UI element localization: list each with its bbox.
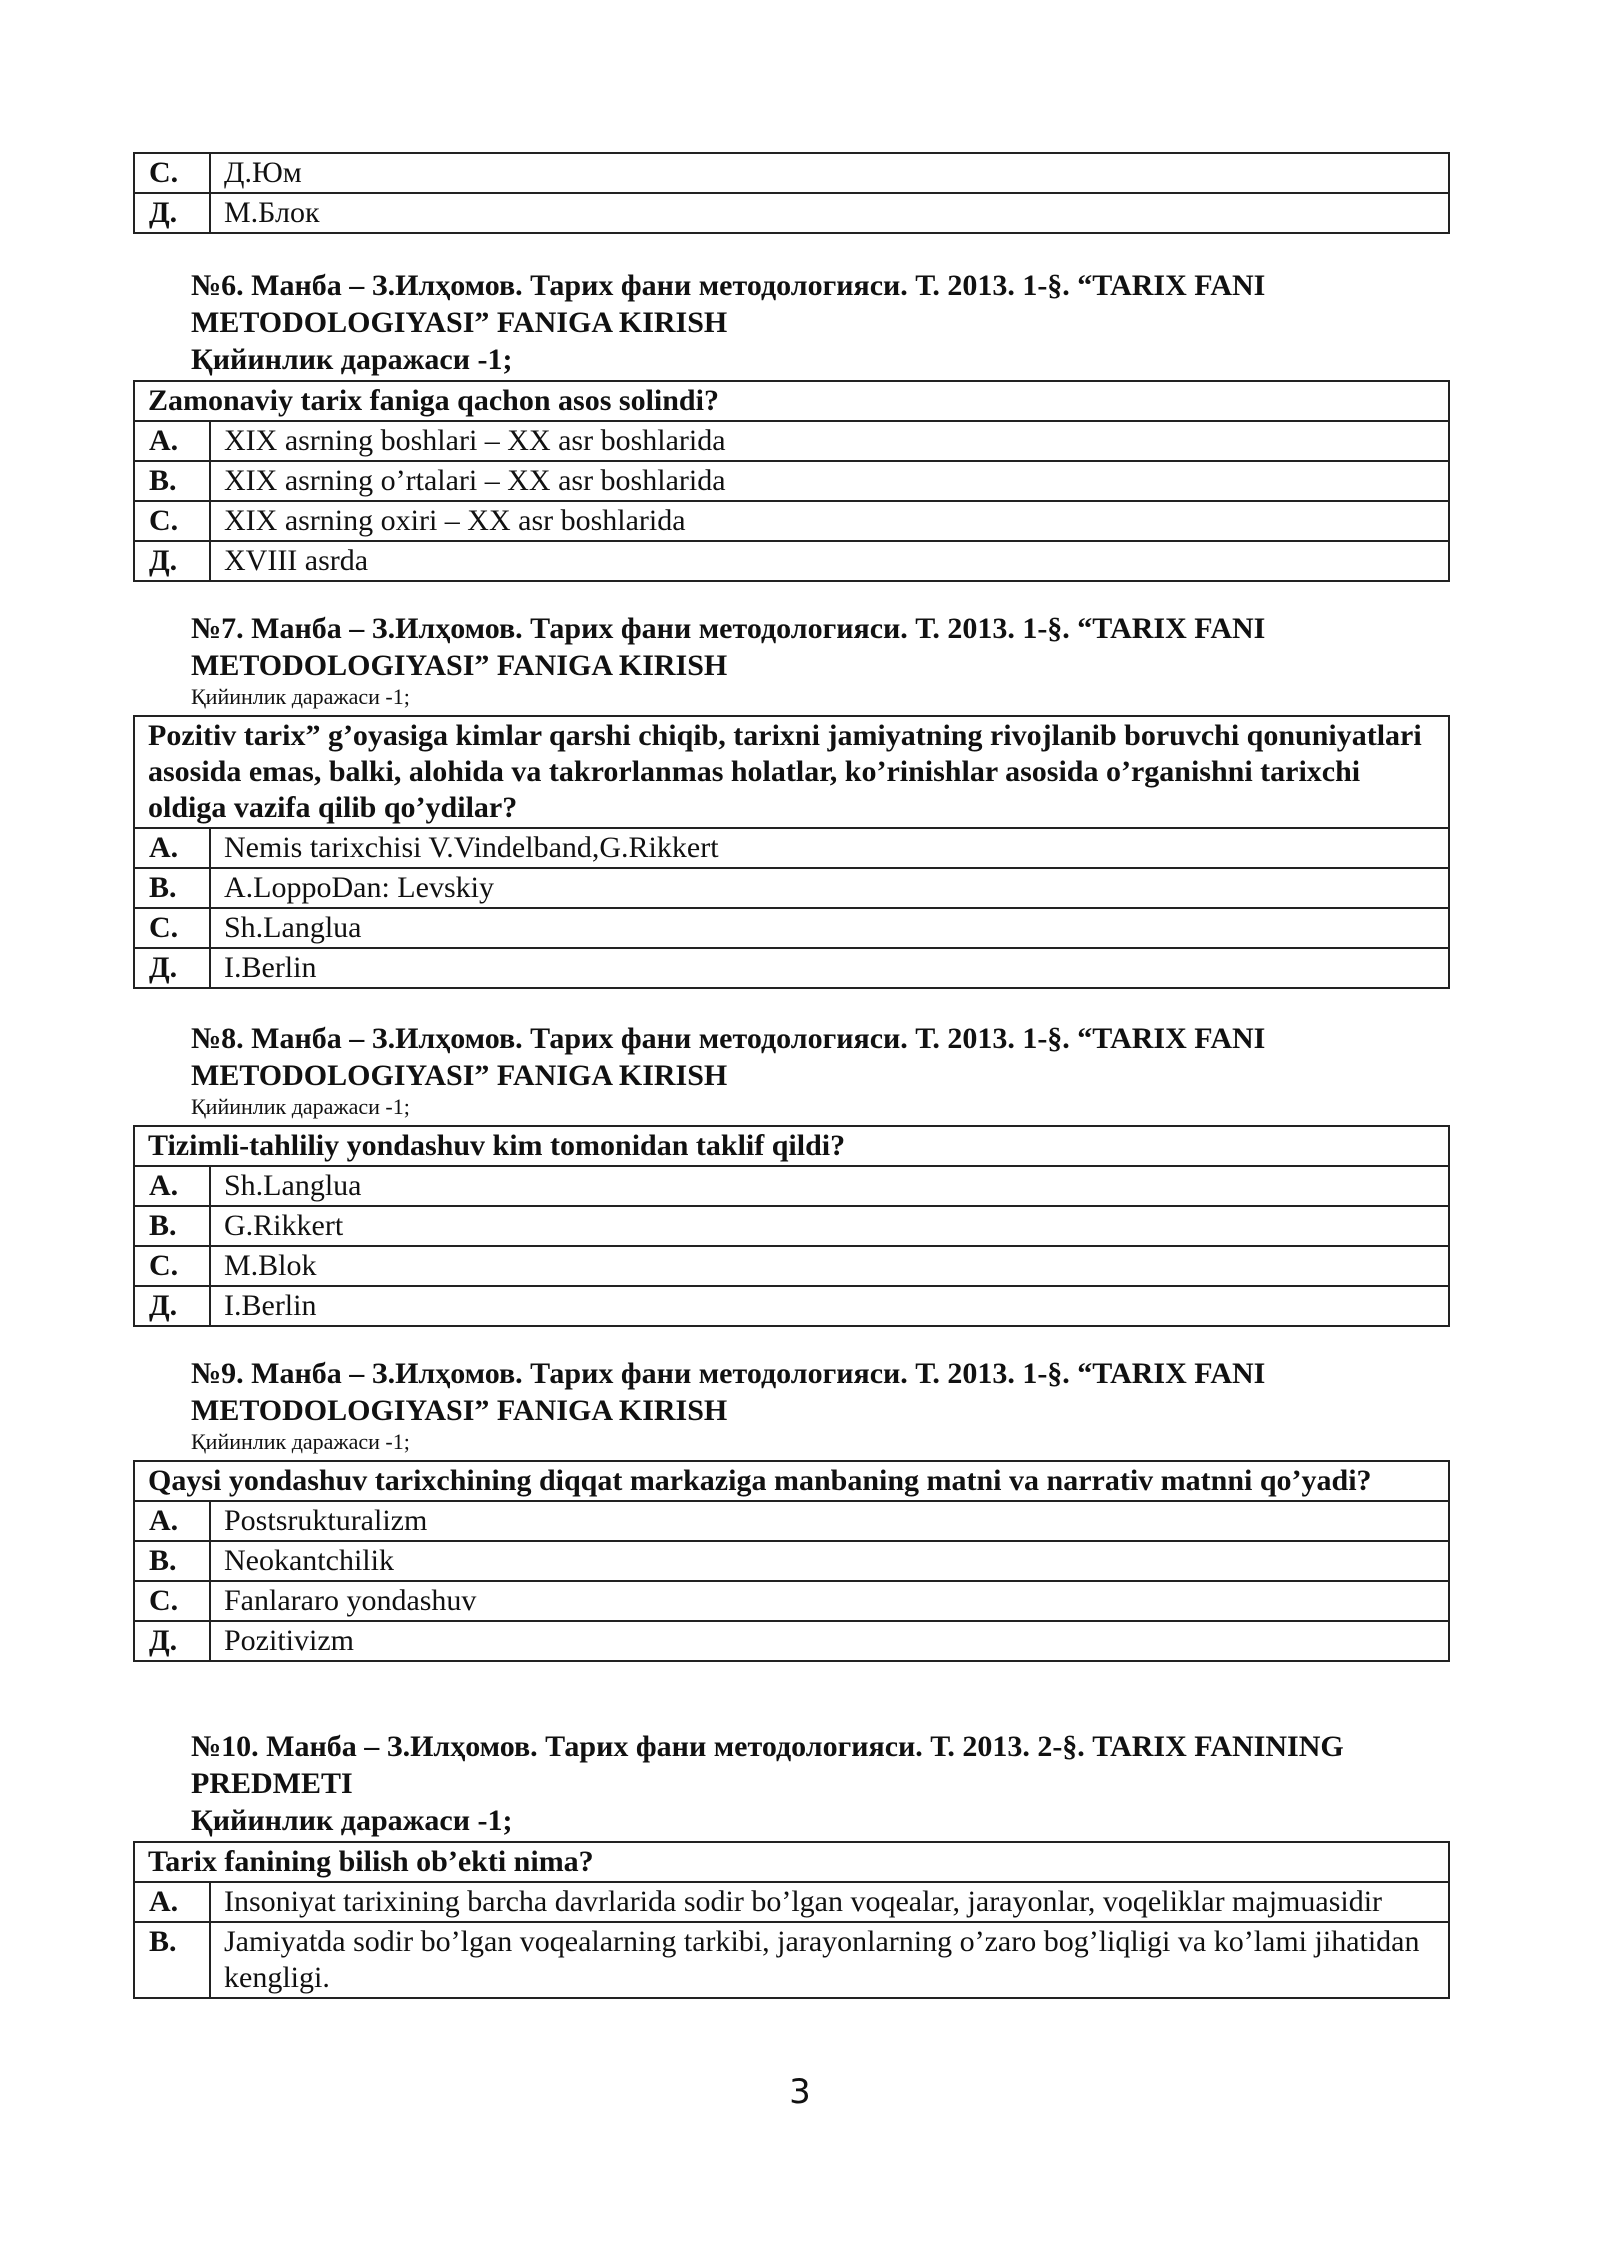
question-9-heading	[191, 1355, 1481, 1455]
option-letter: A.	[134, 1166, 210, 1206]
question-topic-line: METODOLOGIYASI” FANIGA KIRISH	[191, 1059, 728, 1092]
option-row	[134, 1621, 1449, 1661]
option-letter: B.	[134, 1922, 210, 1998]
option-row	[134, 828, 1449, 868]
option-text: A.LoppoDan: Levskiy	[210, 868, 1449, 908]
option-row	[134, 1166, 1449, 1206]
option-letter: B.	[134, 1541, 210, 1581]
option-text: Pozitivizm	[210, 1621, 1449, 1661]
option-text: G.Rikkert	[210, 1206, 1449, 1246]
question-10-heading	[191, 1728, 1481, 1839]
question-topic-line: PREDMETI	[191, 1767, 353, 1800]
option-text: Sh.Langlua	[210, 1166, 1449, 1206]
option-text: М.Блок	[210, 193, 1449, 233]
option-row	[134, 461, 1449, 501]
option-row-c	[134, 153, 1449, 193]
option-row	[134, 948, 1449, 988]
answer-table-previous	[133, 152, 1450, 234]
option-text: XIX asrning o’rtalari – XX asr boshlarida	[210, 461, 1449, 501]
option-letter: C.	[134, 501, 210, 541]
option-row	[134, 501, 1449, 541]
option-text: Fanlararo yondashuv	[210, 1581, 1449, 1621]
question-source-line: №10. Манба – З.Илҳомов. Тарих фани методологияси. Т. 2013. 2-§. TARIX FANINING	[191, 1730, 1344, 1763]
option-letter: Д.	[134, 948, 210, 988]
option-row	[134, 1581, 1449, 1621]
question-difficulty: Қийинлик даражаси -1;	[191, 343, 513, 376]
option-letter: B.	[134, 1206, 210, 1246]
option-text: Sh.Langlua	[210, 908, 1449, 948]
option-letter: A.	[134, 828, 210, 868]
question-topic-line: METODOLOGIYASI” FANIGA KIRISH	[191, 649, 728, 682]
question-text: Pozitiv tarix” g’oyasiga kimlar qarshi chiqib, tarixni jamiyatning rivojlanib boruvchi qonuniyatlari asosida emas, balki, alohida va takrorlanmas holatlar, ko’rinishlar asosida o’rganishni tarixchi oldiga vazifa qilib qo’ydilar?	[134, 716, 1449, 828]
option-row	[134, 908, 1449, 948]
option-letter: A.	[134, 1501, 210, 1541]
question-text: Tarix fanining bilish ob’ekti nima?	[134, 1842, 1449, 1882]
question-topic-line: METODOLOGIYASI” FANIGA KIRISH	[191, 306, 728, 339]
option-row	[134, 1922, 1449, 1998]
option-letter: A.	[134, 1882, 210, 1922]
option-letter: B.	[134, 868, 210, 908]
question-6-table	[133, 380, 1450, 582]
option-text: Neokantchilik	[210, 1541, 1449, 1581]
option-letter: C.	[134, 1246, 210, 1286]
option-letter: Д.	[134, 1286, 210, 1326]
option-letter: A.	[134, 421, 210, 461]
question-text: Tizimli-tahliliy yondashuv kim tomonidan taklif qildi?	[134, 1126, 1449, 1166]
question-9-table	[133, 1460, 1450, 1662]
option-letter: Д.	[134, 541, 210, 581]
option-row	[134, 1246, 1449, 1286]
option-letter: B.	[134, 461, 210, 501]
option-row	[134, 1206, 1449, 1246]
option-text: Jamiyatda sodir bo’lgan voqealarning tarkibi, jarayonlarning o’zaro bog’liqligi va ko’lami jihatidan kengligi.	[210, 1922, 1449, 1998]
option-row	[134, 868, 1449, 908]
option-text: XVIII asrda	[210, 541, 1449, 581]
option-text: I.Berlin	[210, 948, 1449, 988]
question-source-line: №8. Манба – З.Илҳомов. Тарих фани методологияси. Т. 2013. 1-§. “TARIX FANI	[191, 1022, 1266, 1055]
question-8-table	[133, 1125, 1450, 1327]
option-text: Postsrukturalizm	[210, 1501, 1449, 1541]
question-10-table	[133, 1841, 1450, 1999]
question-8-heading	[191, 1020, 1481, 1120]
option-letter: C.	[134, 908, 210, 948]
option-row	[134, 1501, 1449, 1541]
option-text: Insoniyat tarixining barcha davrlarida sodir bo’lgan voqealar, jarayonlar, voqeliklar majmuasidir	[210, 1882, 1449, 1922]
question-source-line: №6. Манба – З.Илҳомов. Тарих фани методологияси. Т. 2013. 1-§. “TARIX FANI	[191, 269, 1266, 302]
question-text: Qaysi yondashuv tarixchining diqqat markaziga manbaning matni va narrativ matnni qo’yadi?	[134, 1461, 1449, 1501]
option-text: Д.Юм	[210, 153, 1449, 193]
option-row	[134, 1541, 1449, 1581]
question-difficulty: Қийинлик даражаси -1;	[191, 1429, 410, 1454]
option-text: XIX asrning boshlari – XX asr boshlarida	[210, 421, 1449, 461]
option-text: XIX asrning oxiri – XX asr boshlarida	[210, 501, 1449, 541]
question-source-line: №7. Манба – З.Илҳомов. Тарих фани методологияси. Т. 2013. 1-§. “TARIX FANI	[191, 612, 1266, 645]
question-topic-line: METODOLOGIYASI” FANIGA KIRISH	[191, 1394, 728, 1427]
option-letter: C.	[134, 153, 210, 193]
option-row	[134, 1882, 1449, 1922]
option-letter: C.	[134, 1581, 210, 1621]
option-text: M.Blok	[210, 1246, 1449, 1286]
option-row	[134, 421, 1449, 461]
question-difficulty: Қийинлик даражаси -1;	[191, 1804, 513, 1837]
option-row	[134, 541, 1449, 581]
question-source-line: №9. Манба – З.Илҳомов. Тарих фани методологияси. Т. 2013. 1-§. “TARIX FANI	[191, 1357, 1266, 1390]
question-6-heading	[191, 267, 1481, 378]
option-text: I.Berlin	[210, 1286, 1449, 1326]
option-letter: Д.	[134, 1621, 210, 1661]
page-number: 3	[789, 2072, 811, 2112]
question-difficulty: Қийинлик даражаси -1;	[191, 684, 410, 709]
question-7-table	[133, 715, 1450, 989]
question-difficulty: Қийинлик даражаси -1;	[191, 1094, 410, 1119]
option-row-d	[134, 193, 1449, 233]
question-7-heading	[191, 610, 1481, 710]
question-text: Zamonaviy tarix faniga qachon asos solindi?	[134, 381, 1449, 421]
option-text: Nemis tarixchisi V.Vindelband,G.Rikkert	[210, 828, 1449, 868]
option-letter: Д.	[134, 193, 210, 233]
option-row	[134, 1286, 1449, 1326]
